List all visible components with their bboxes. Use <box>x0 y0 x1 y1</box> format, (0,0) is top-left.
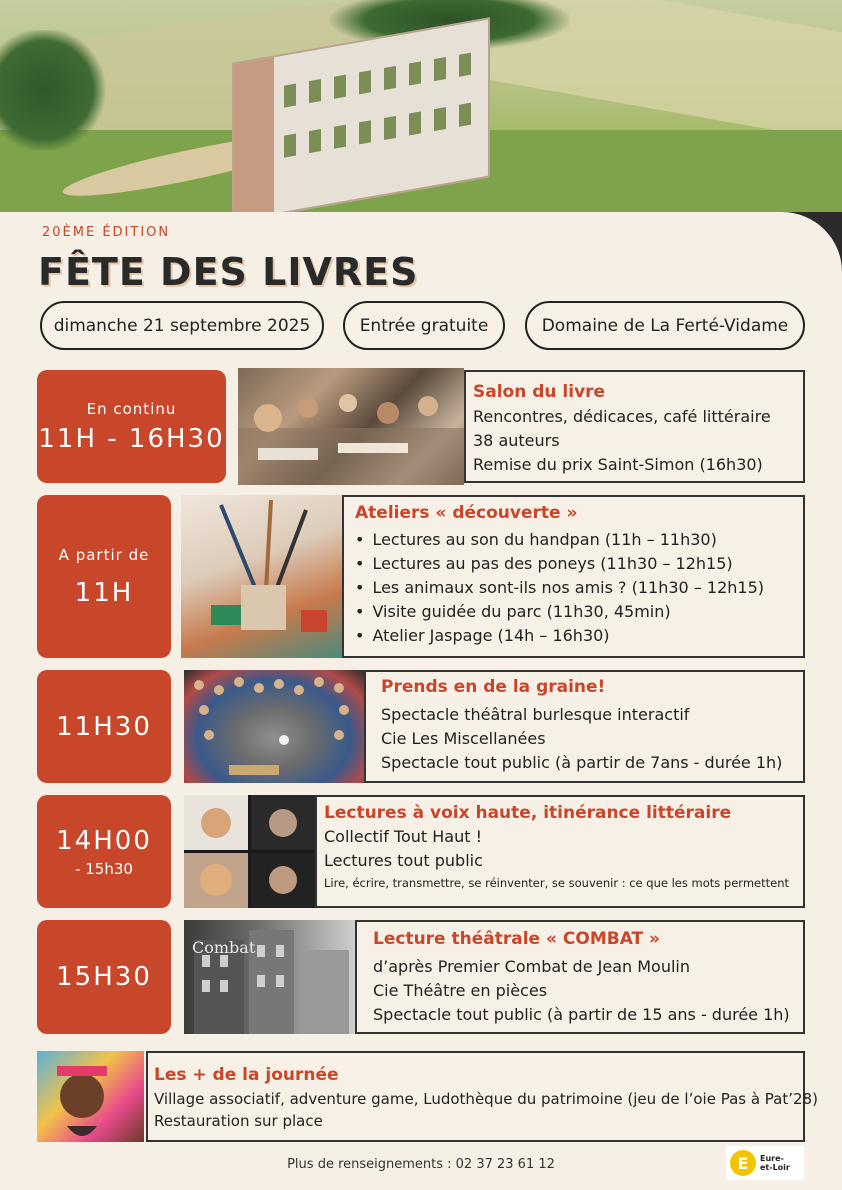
event-title: Lecture théâtrale « COMBAT » <box>373 929 661 949</box>
event-title: Lectures à voix haute, itinérance littéraire <box>324 803 732 823</box>
extras-card <box>146 1051 818 1142</box>
event-line: Rencontres, dédicaces, café littéraire <box>473 407 771 426</box>
combat-poster-photo <box>184 920 355 1034</box>
logo-text-1: Eure- <box>760 1154 784 1163</box>
list-item: • Les animaux sont-ils nos amis ? (11h30 – 12h15) <box>355 576 803 600</box>
logo-icon: E <box>730 1150 756 1176</box>
extras-title: Les + de la journée <box>154 1065 339 1085</box>
workshop-list <box>355 528 803 648</box>
logo-text-2: et-Loir <box>760 1163 790 1172</box>
extras-line: Village associatif, adventure game, Ludothèque du patrimoine (jeu de l’oie Pas à Pat’28) <box>154 1090 818 1108</box>
event-line: Lectures tout public <box>324 851 483 870</box>
time-block-2 <box>37 495 171 658</box>
time-value: 11H <box>74 577 134 608</box>
event-card-3 <box>364 670 805 783</box>
combat-caption: Combat <box>192 938 256 957</box>
book-fair-photo <box>238 368 464 485</box>
event-line: Spectacle tout public (à partir de 15 ans - durée 1h) <box>373 1005 790 1024</box>
time-block-5 <box>37 920 171 1034</box>
time-label: A partir de <box>58 545 150 564</box>
time-value: 11H30 <box>56 711 152 742</box>
time-block-3 <box>37 670 171 783</box>
event-line: Collectif Tout Haut ! <box>324 827 483 846</box>
event-card-4 <box>315 795 805 908</box>
event-title: Ateliers « découverte » <box>355 503 578 523</box>
list-item: • Lectures au son du handpan (11h – 11h30) <box>355 528 803 552</box>
event-line: Cie Les Miscellanées <box>381 729 546 748</box>
event-line: Spectacle tout public (à partir de 7ans - durée 1h) <box>381 753 783 772</box>
event-line: Spectacle théâtral burlesque interactif <box>381 705 690 724</box>
hero-photo <box>0 0 842 212</box>
time-block-4 <box>37 795 171 908</box>
time-value: 15H30 <box>56 962 152 992</box>
place-pill: Domaine de La Ferté-Vidame <box>525 301 805 350</box>
event-line: 38 auteurs <box>473 431 560 450</box>
list-item: • Visite guidée du parc (11h30, 45min) <box>355 600 803 624</box>
date-pill: dimanche 21 septembre 2025 <box>40 301 324 350</box>
list-item: • Lectures au pas des poneys (11h30 – 12h15) <box>355 552 803 576</box>
festival-woman-photo <box>37 1051 144 1142</box>
street-theatre-photo <box>184 670 364 783</box>
event-card-1 <box>464 370 805 483</box>
event-line: d’après Premier Combat de Jean Moulin <box>373 957 690 976</box>
time-value: 14H00 <box>56 825 152 856</box>
page-title: FÊTE DES LIVRES <box>38 250 419 294</box>
edition-label: 20ÈME ÉDITION <box>42 225 171 240</box>
event-line: Cie Théâtre en pièces <box>373 981 548 1000</box>
time-block-1 <box>37 370 226 483</box>
event-small-line: Lire, écrire, transmettre, se réinventer, se souvenir : ce que les mots permettent <box>324 876 789 890</box>
event-title: Salon du livre <box>473 382 606 402</box>
readers-portraits-photo <box>184 795 315 908</box>
entry-pill: Entrée gratuite <box>343 301 505 350</box>
list-item: • Atelier Jaspage (14h – 16h30) <box>355 624 803 648</box>
time-label: En continu <box>86 399 177 418</box>
footer-contact: Plus de renseignements : 02 37 23 61 12 <box>287 1157 555 1172</box>
event-card-5 <box>355 920 805 1034</box>
event-card-2 <box>342 495 805 658</box>
extras-line: Restauration sur place <box>154 1112 323 1130</box>
time-value: 11H - 16H30 <box>38 423 225 454</box>
time-end: - 15h30 <box>75 859 133 878</box>
eure-et-loir-logo <box>726 1146 804 1180</box>
painting-workshop-photo <box>181 495 342 658</box>
panel-corner <box>782 212 842 272</box>
event-title: Prends en de la graine! <box>381 677 606 697</box>
event-line: Remise du prix Saint-Simon (16h30) <box>473 455 763 474</box>
